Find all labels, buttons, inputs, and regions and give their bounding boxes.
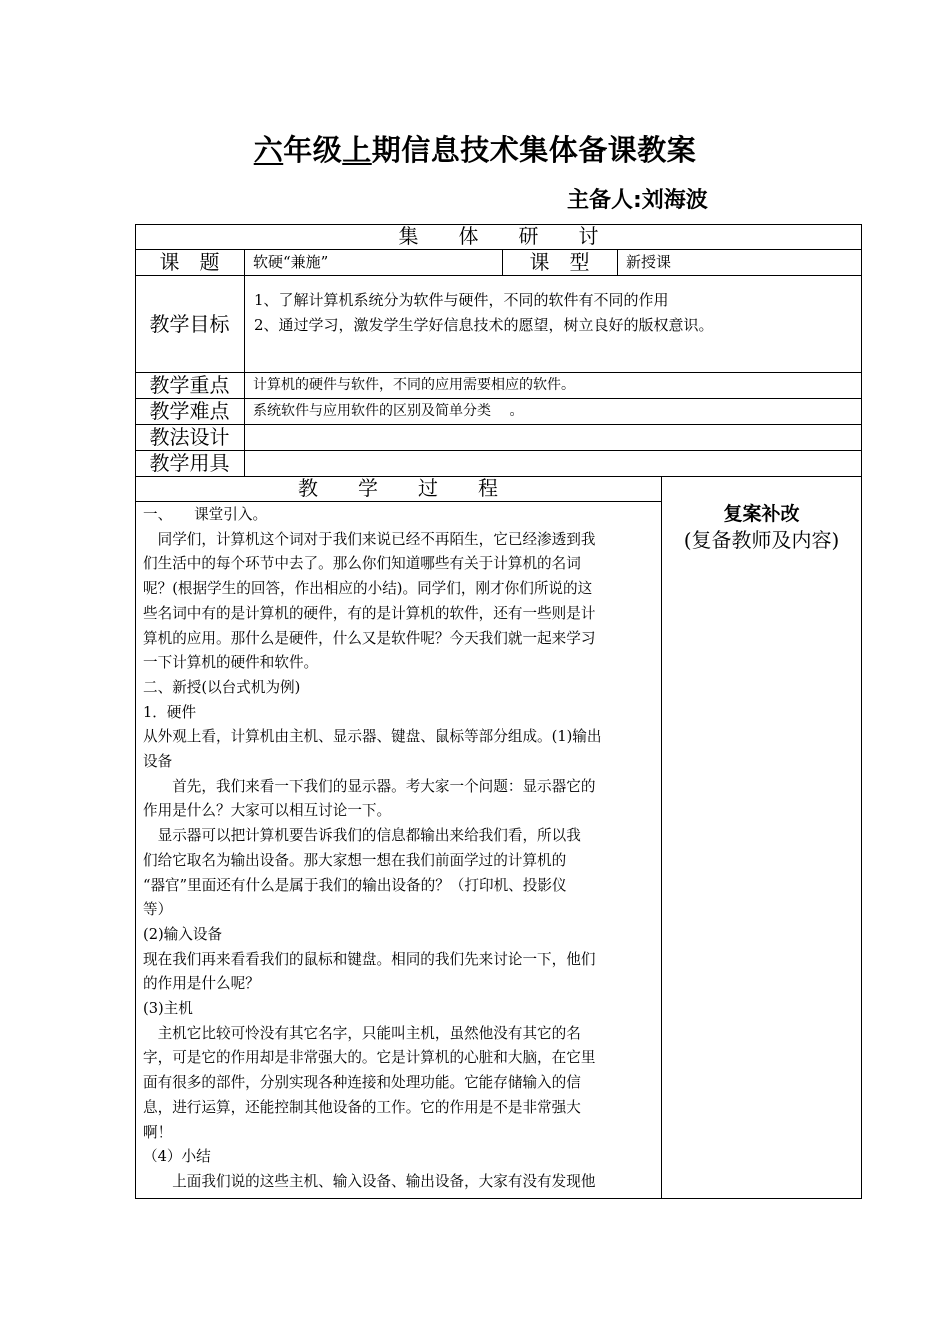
focus-label: 教学重点 bbox=[149, 373, 230, 397]
table-divider bbox=[135, 501, 661, 502]
process-line: 1．硬件 bbox=[143, 703, 197, 721]
revision-title: 复案补改 bbox=[723, 503, 800, 525]
process-line: 的作用是什么呢？ bbox=[143, 975, 260, 993]
type-value: 新授课 bbox=[626, 253, 672, 271]
process-line: 主机它比较可怜没有其它名字，只能叫主机，虽然他没有其它的名 bbox=[143, 1024, 581, 1042]
process-line: 作用是什么？大家可以相互讨论一下。 bbox=[143, 802, 392, 820]
process-line: 等） bbox=[143, 901, 173, 919]
tools-label: 教学用具 bbox=[149, 451, 230, 475]
difficulty-value: 系统软件与应用软件的区别及简单分类 。 bbox=[253, 403, 524, 419]
process-line: 一、 课堂引入。 bbox=[143, 506, 268, 523]
process-line: “器官”里面还有什么是属于我们的输出设备的？（打印机、投影仪 bbox=[143, 876, 567, 894]
title-mid: 年级 bbox=[283, 133, 343, 167]
table-col-divider bbox=[617, 249, 618, 275]
process-line: （4）小结 bbox=[143, 1148, 211, 1166]
revision-subtitle: (复备教师及内容) bbox=[683, 528, 840, 552]
table-border-left bbox=[135, 224, 136, 1199]
table-col-divider bbox=[661, 476, 662, 1199]
process-line: 息，进行运算，还能控制其他设备的工作。它的作用是不是非常强大 bbox=[143, 1098, 581, 1116]
process-line: 字，可是它的作用却是非常强大的。它是计算机的心脏和大脑，在它里 bbox=[143, 1049, 596, 1067]
process-line: (2)输入设备 bbox=[143, 925, 223, 943]
title-grade: 六 bbox=[253, 133, 284, 167]
process-line: 面有很多的部件，分别实现各种连接和处理功能。它能存储输入的信 bbox=[143, 1074, 581, 1092]
topic-value: 软硬“兼施” bbox=[253, 253, 329, 271]
topic-label: 课 题 bbox=[159, 250, 220, 274]
process-body bbox=[143, 503, 655, 1195]
process-line: 设备 bbox=[143, 753, 173, 771]
difficulty-label: 教学难点 bbox=[149, 399, 230, 423]
table-border-bottom bbox=[135, 1198, 862, 1199]
type-label: 课 型 bbox=[529, 250, 590, 274]
process-line: 二、新授(以台式机为例) bbox=[143, 678, 301, 696]
process-line: (3)主机 bbox=[143, 1000, 193, 1018]
process-heading: 教 学 过 程 bbox=[298, 476, 498, 500]
process-line: 首先，我们来看一下我们的显示器。考大家一个问题：显示器它的 bbox=[143, 777, 596, 795]
page-title bbox=[0, 128, 950, 169]
objectives-label: 教学目标 bbox=[149, 312, 230, 336]
process-line: 呢？(根据学生的回答，作出相应的小结)。同学们，刚才你们所说的这 bbox=[143, 580, 593, 598]
objective-item: 2、通过学习，激发学生学好信息技术的愿望，树立良好的版权意识。 bbox=[254, 316, 714, 334]
focus-value: 计算机的硬件与软件，不同的应用需要相应的软件。 bbox=[253, 377, 575, 393]
table-col-divider bbox=[244, 249, 245, 476]
title-rest: 期信息技术集体备课教案 bbox=[371, 133, 697, 167]
table-border-right bbox=[861, 224, 862, 1199]
objective-item: 1、了解计算机系统分为软件与硬件，不同的软件有不同的作用 bbox=[254, 291, 669, 309]
process-line: 们给它取名为输出设备。那大家想一想在我们前面学过的计算机的 bbox=[143, 851, 567, 869]
process-line: 从外观上看，计算机由主机、显示器、键盘、鼠标等部分组成。(1)输出 bbox=[143, 728, 602, 746]
process-line: 一下计算机的硬件和软件。 bbox=[143, 654, 319, 672]
process-line: 上面我们说的这些主机、输入设备、输出设备，大家有没有发现他 bbox=[143, 1172, 596, 1190]
title-term: 上 bbox=[342, 133, 372, 167]
process-line: 现在我们再来看看我们的鼠标和键盘。相同的我们先来讨论一下，他们 bbox=[143, 950, 596, 968]
process-line: 们生活中的每个环节中去了。那么你们知道哪些有关于计算机的名词 bbox=[143, 555, 581, 573]
process-line: 些名词中有的是计算机的硬件，有的是计算机的软件，还有一些则是计 bbox=[143, 604, 596, 622]
process-line: 同学们，计算机这个词对于我们来说已经不再陌生，它已经渗透到我 bbox=[143, 530, 596, 548]
process-line: 啊！ bbox=[143, 1123, 173, 1141]
method-label: 教法设计 bbox=[149, 425, 230, 449]
process-line: 显示器可以把计算机要告诉我们的信息都输出来给我们看，所以我 bbox=[143, 827, 581, 845]
preparer: 主备人:刘海波 bbox=[567, 188, 708, 213]
process-line: 算机的应用。那什么是硬件，什么又是软件呢？今天我们就一起来学习 bbox=[143, 629, 596, 647]
section-research-heading: 集 体 研 讨 bbox=[398, 224, 599, 248]
